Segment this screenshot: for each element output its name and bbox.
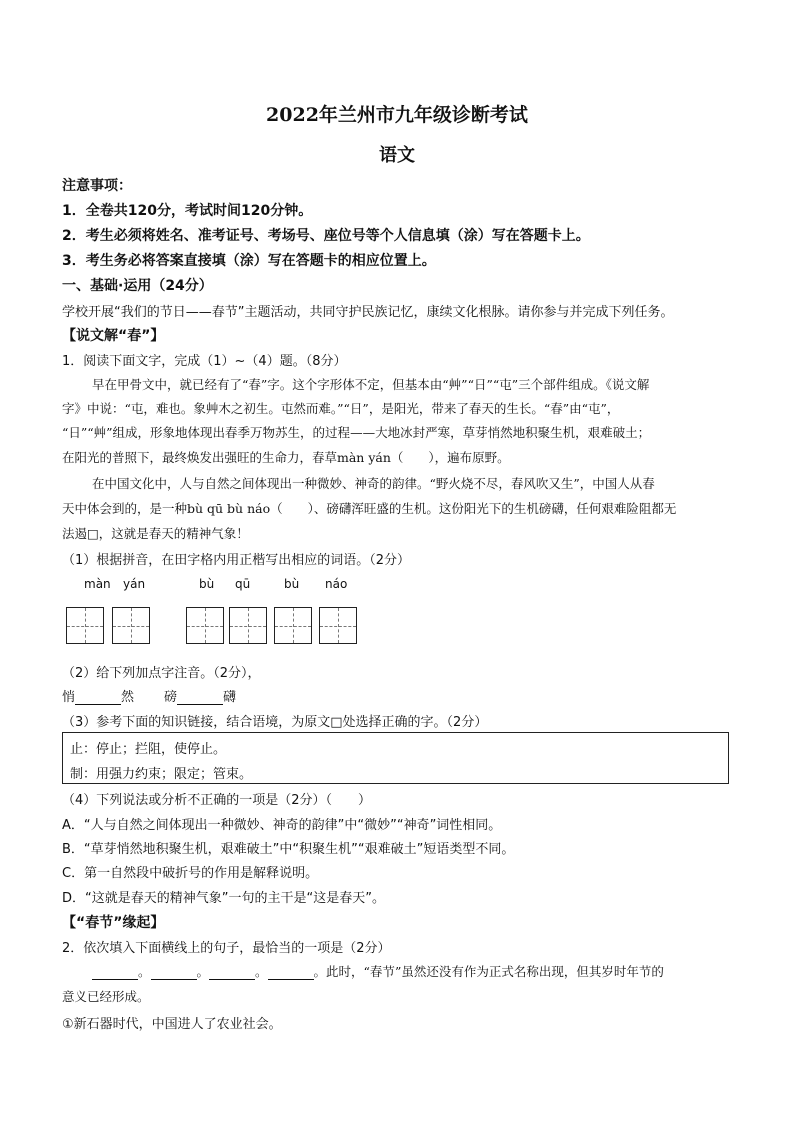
answer-blank[interactable] (177, 690, 223, 705)
question-1-3: （3）参考下面的知识链接，结合语境，为原文□处选择正确的字。（2分） (62, 715, 488, 730)
sentence-tail-2: 意义已经形成。 (62, 989, 150, 1004)
writing-grid-box[interactable] (66, 607, 104, 644)
passage-line: 在阳光的普照下，最终焕发出强旺的生命力，春草màn yán（ ），遍布原野。 (62, 450, 510, 465)
pinyin-label: yán (123, 577, 146, 591)
option-d: D．“这就是春天的精神气象”一句的主干是“这是春天”。 (62, 891, 385, 906)
question-1-4: （4）下列说法或分析不正确的一项是（2分）（ ） (62, 793, 372, 808)
passage-line: 字》中说：“屯，难也。象艸木之初生。屯然而难。”“日”，是阳光，带来了春天的生长。“春”由“屯”， (62, 401, 620, 416)
answer-blank[interactable] (268, 966, 314, 980)
section-intro: 学校开展“我们的节日——春节”主题活动，共同守护民族记忆，康续文化根脉。请你参与并完成下列任务。 (62, 305, 674, 320)
subject-title: 语文 (379, 145, 415, 166)
question-1: 1．阅读下面文字，完成（1）~（4）题。（8分） (62, 354, 347, 369)
question-1-2: （2）给下列加点字注音。（2分）， (62, 666, 261, 681)
notice-item: 2．考生必须将姓名、准考证号、考场号、座位号等个人信息填（涂）写在答题卡上。 (62, 228, 590, 244)
writing-grid-box[interactable] (319, 607, 357, 644)
answer-blank[interactable] (92, 966, 138, 980)
char: 礴 (223, 690, 237, 705)
link-line: 制：用强力约束；限定；管束。 (70, 767, 253, 782)
sentence-tail: 。此时，“春节”虽然还没有作为正式名称出现，但其岁时年节的 (313, 964, 664, 979)
writing-grid-box[interactable] (229, 607, 267, 644)
link-line: 止：停止；拦阻，使停止。 (70, 742, 227, 757)
q2-item: ①新石器时代，中国进人了农业社会。 (62, 1017, 282, 1032)
option-c: C．第一自然段中破折号的作用是解释说明。 (62, 866, 319, 881)
answer-blank[interactable] (75, 690, 121, 705)
phonetic-item (164, 686, 236, 705)
writing-grid-box[interactable] (112, 607, 150, 644)
pinyin-label: qū (235, 577, 251, 591)
pinyin-label: màn (84, 577, 111, 591)
passage-line: 早在甲骨文中，就已经有了“春”字。这个字形体不定，但基本由“艸”“日”“屯”三个部件组成。《说文解 (92, 377, 650, 392)
pinyin-label: náo (325, 577, 348, 591)
answer-blank[interactable] (151, 966, 197, 980)
subsection-heading: 【“春节”缘起】 (62, 915, 165, 931)
passage-line: 在中国文化中，人与自然之间体现出一种微妙、神奇的韵律。“野火烧不尽，春风吹又生”，中国人从春 (92, 476, 655, 491)
notice-heading: 注意事项： (62, 178, 132, 194)
passage-line: 法遏□，这就是春天的精神气象！ (62, 526, 249, 541)
section-heading: 一、基础·运用（24分） (62, 278, 213, 294)
pinyin-label: bù (284, 577, 300, 591)
passage-line: “日”“艸”组成，形象地体现出春季万物苏生，的过程——大地冰封严寒，草芽悄然地积聚生机，艰难破土； (62, 425, 651, 440)
subsection-heading: 【说文解“春”】 (62, 328, 165, 344)
char: 然 (121, 690, 135, 705)
notice-item: 1．全卷共120分，考试时间120分钟。 (62, 203, 313, 219)
passage-line: 天中体会到的，是一种bù qū bù náo（ ）、磅礴浑旺盛的生机。这份阳光下的生机磅礴，任何艰难险阻都无 (62, 501, 677, 516)
dotted-char: 悄 (62, 690, 76, 705)
option-a: A．“人与自然之间体现出一种微妙、神奇的韵律”中“微妙”“神奇”词性相同。 (62, 818, 502, 833)
phonetic-item (62, 686, 134, 705)
dotted-char: 磅 (164, 690, 178, 705)
question-1-1: （1）根据拼音，在田字格内用正楷写出相应的词语。（2分） (62, 553, 411, 568)
writing-grid-box[interactable] (274, 607, 312, 644)
writing-grid-box[interactable] (186, 607, 224, 644)
answer-blank[interactable] (209, 966, 255, 980)
option-b: B．“草芽悄然地积聚生机，艰难破土”中“积聚生机”“艰难破土”短语类型不同。 (62, 842, 515, 857)
pinyin-label: bù (199, 577, 215, 591)
question-2: 2．依次填入下面横线上的句子，最恰当的一项是（2分） (62, 941, 391, 956)
notice-item: 3．考生务必将答案直接填（涂）写在答题卡的相应位置上。 (62, 253, 436, 269)
fill-in-line: 。 。 。 。此时，“春节”虽然还没有作为正式名称出现，但其岁时年节的 (92, 962, 664, 980)
page-title: 2022年兰州市九年级诊断考试 (266, 104, 528, 126)
